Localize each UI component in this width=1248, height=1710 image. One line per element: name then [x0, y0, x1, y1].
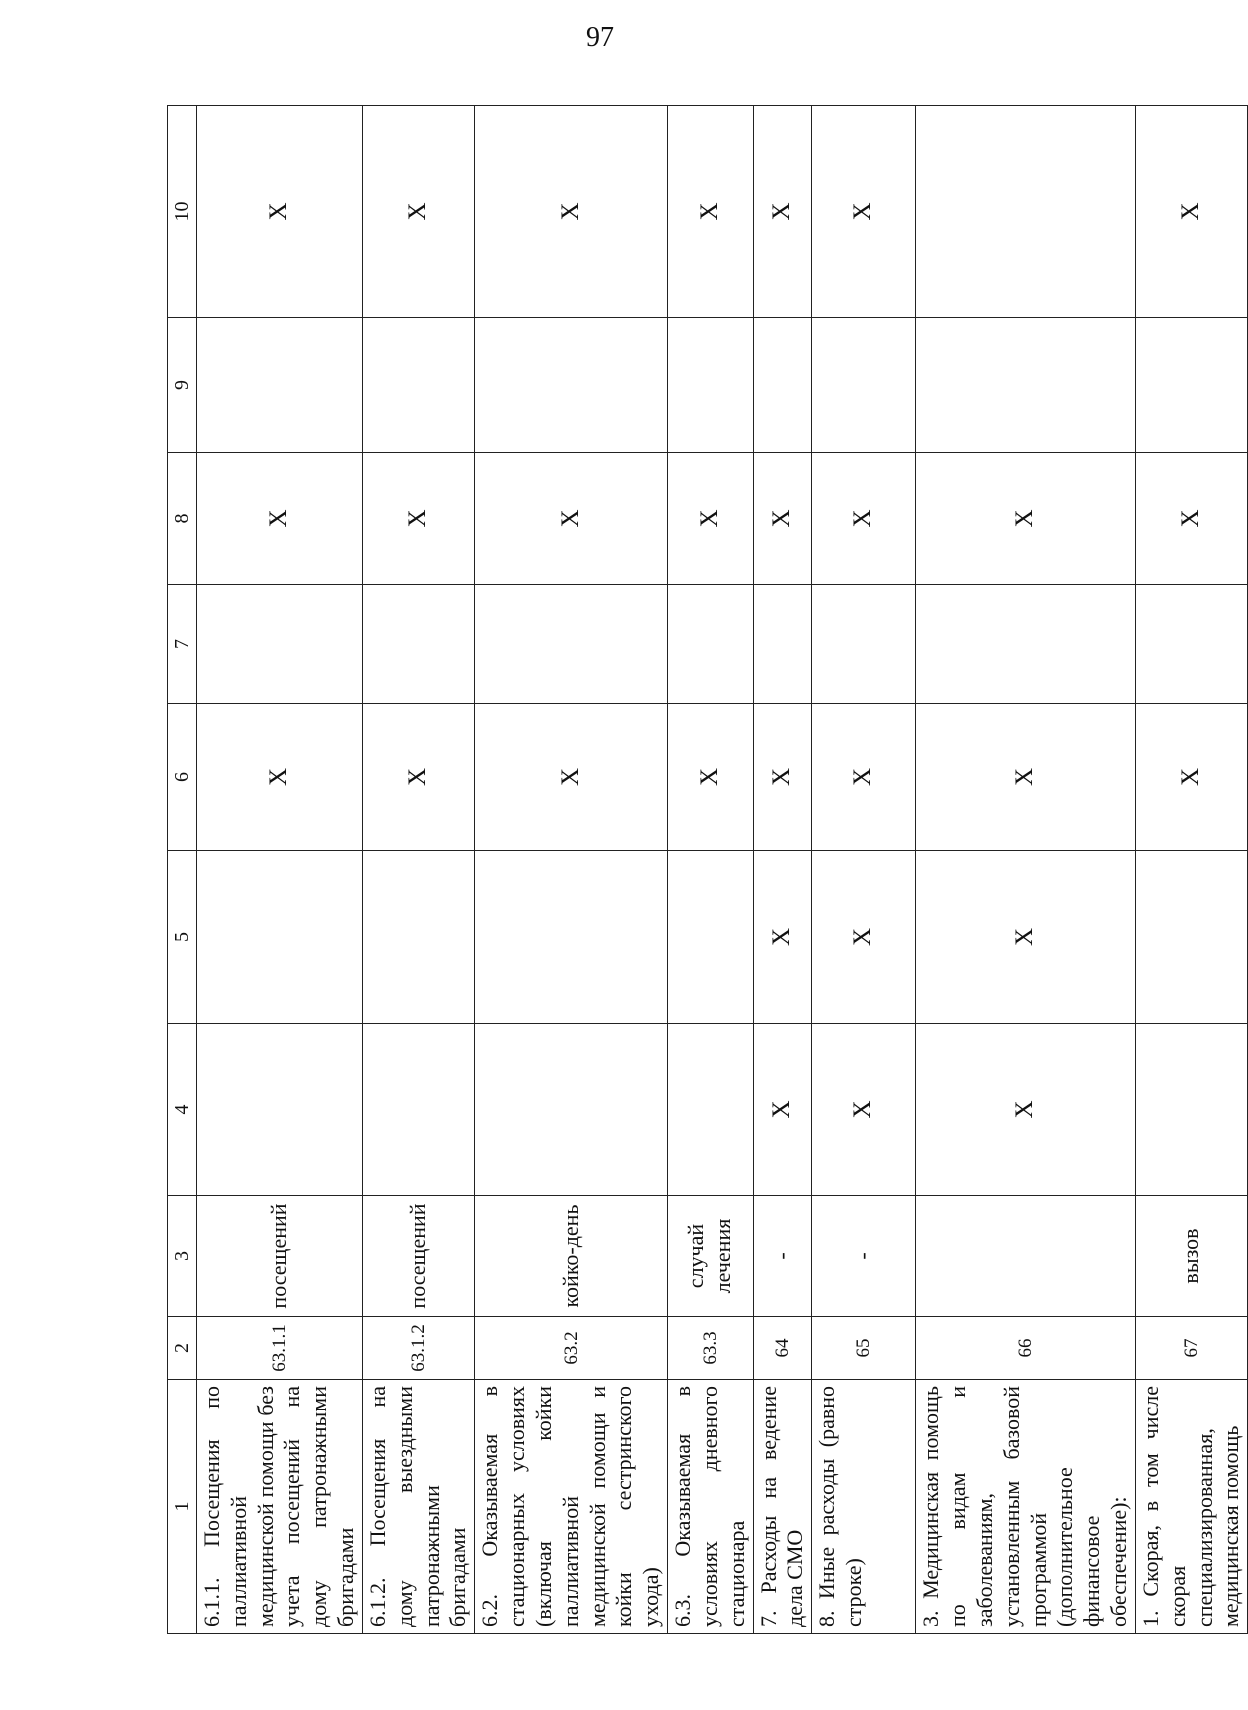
cell-col-10: X — [668, 106, 753, 318]
cell-col-7 — [475, 585, 668, 704]
row-unit-cell: посещений — [197, 1196, 363, 1317]
table-row — [362, 106, 474, 1634]
cell-col-10: X — [475, 106, 668, 318]
column-header: 3 — [168, 1196, 197, 1317]
cell-col-6: X — [475, 704, 668, 851]
cell-col-9 — [362, 318, 474, 453]
cell-col-6: X — [916, 704, 1136, 851]
cell-col-7 — [916, 585, 1136, 704]
row-name-cell: 7. Расходы на ведение дела СМО — [753, 1380, 812, 1634]
row-code-cell: 64 — [753, 1317, 812, 1380]
column-header: 1 — [168, 1380, 197, 1634]
row-name-cell: 3. Медицинская помощь по видам и заболеваниям, установленным базовой программой (дополнительное финансовое обеспечение): — [916, 1380, 1136, 1634]
row-unit-cell: посещений — [362, 1196, 474, 1317]
cell-col-7 — [753, 585, 812, 704]
cell-col-4 — [475, 1024, 668, 1196]
cell-col-10: X — [1135, 106, 1247, 318]
row-code-cell: 66 — [916, 1317, 1136, 1380]
table-row — [197, 106, 363, 1634]
cell-col-8: X — [475, 453, 668, 585]
cell-col-7 — [362, 585, 474, 704]
cell-col-4 — [197, 1024, 363, 1196]
cell-col-5 — [668, 851, 753, 1024]
cell-col-9 — [668, 318, 753, 453]
cell-col-5 — [475, 851, 668, 1024]
column-header: 5 — [168, 851, 197, 1024]
cell-col-10: X — [753, 106, 812, 318]
cell-col-6: X — [362, 704, 474, 851]
cell-col-5 — [197, 851, 363, 1024]
row-unit-cell: - — [812, 1196, 916, 1317]
table-row — [753, 106, 812, 1634]
table-body — [197, 106, 1248, 1634]
row-unit-cell: койко-день — [475, 1196, 668, 1317]
row-name-cell: 6.1.2. Посещения на дому выездными патронажными бригадами — [362, 1380, 474, 1634]
cell-col-8: X — [753, 453, 812, 585]
cell-col-5: X — [916, 851, 1136, 1024]
cell-col-4: X — [812, 1024, 916, 1196]
cell-col-7 — [197, 585, 363, 704]
cell-col-8: X — [197, 453, 363, 585]
cell-col-5 — [362, 851, 474, 1024]
row-name-cell: 6.3. Оказываемая в условиях дневного стационара — [668, 1380, 753, 1634]
row-code-cell: 63.3 — [668, 1317, 753, 1380]
cell-col-8: X — [1135, 453, 1247, 585]
row-unit-cell: вызов — [1135, 1196, 1247, 1317]
cell-col-8: X — [668, 453, 753, 585]
column-header: 10 — [168, 106, 197, 318]
cell-col-5 — [1135, 851, 1247, 1024]
column-header: 7 — [168, 585, 197, 704]
cell-col-7 — [1135, 585, 1247, 704]
cell-col-7 — [812, 585, 916, 704]
row-code-cell: 63.1.2 — [362, 1317, 474, 1380]
cell-col-9 — [475, 318, 668, 453]
cell-col-9 — [916, 318, 1136, 453]
financing-table — [167, 105, 1248, 1634]
column-header: 2 — [168, 1317, 197, 1380]
cell-col-6: X — [197, 704, 363, 851]
row-code-cell: 63.2 — [475, 1317, 668, 1380]
row-code-cell: 67 — [1135, 1317, 1247, 1380]
cell-col-4 — [668, 1024, 753, 1196]
rotated-table — [167, 106, 1244, 1634]
cell-col-10 — [916, 106, 1136, 318]
cell-col-8: X — [916, 453, 1136, 585]
page-number: 97 — [586, 22, 614, 53]
cell-col-4: X — [916, 1024, 1136, 1196]
cell-col-7 — [668, 585, 753, 704]
column-number-row — [168, 106, 197, 1634]
cell-col-4 — [1135, 1024, 1247, 1196]
row-code-cell: 65 — [812, 1317, 916, 1380]
cell-col-6: X — [668, 704, 753, 851]
table-row — [668, 106, 753, 1634]
table-row — [812, 106, 916, 1634]
cell-col-6: X — [753, 704, 812, 851]
row-unit-cell — [916, 1196, 1136, 1317]
column-header: 9 — [168, 318, 197, 453]
cell-col-6: X — [1135, 704, 1247, 851]
cell-col-5: X — [753, 851, 812, 1024]
cell-col-9 — [812, 318, 916, 453]
row-name-cell: 8. Иные расходы (равно строке) — [812, 1380, 916, 1634]
row-unit-cell: случай лечения — [668, 1196, 753, 1317]
cell-col-9 — [753, 318, 812, 453]
table-row — [475, 106, 668, 1634]
cell-col-10: X — [197, 106, 363, 318]
column-header: 6 — [168, 704, 197, 851]
cell-col-5: X — [812, 851, 916, 1024]
column-header: 8 — [168, 453, 197, 585]
row-name-cell: 1. Скорая, в том числе скорая специализированная, медицинская помощь — [1135, 1380, 1247, 1634]
column-header: 4 — [168, 1024, 197, 1196]
table-row — [916, 106, 1136, 1634]
cell-col-10: X — [362, 106, 474, 318]
row-name-cell: 6.2. Оказываемая в стационарных условиях (включая койки паллиативной медицинской помощи и койки сестринского ухода) — [475, 1380, 668, 1634]
cell-col-4: X — [753, 1024, 812, 1196]
cell-col-6: X — [812, 704, 916, 851]
cell-col-9 — [1135, 318, 1247, 453]
cell-col-9 — [197, 318, 363, 453]
row-name-cell: 6.1.1. Посещения по паллиативной медицинской помощи без учета посещений на дому патронажными бригадами — [197, 1380, 363, 1634]
cell-col-8: X — [362, 453, 474, 585]
cell-col-4 — [362, 1024, 474, 1196]
row-unit-cell: - — [753, 1196, 812, 1317]
table-row — [1135, 106, 1247, 1634]
cell-col-10: X — [812, 106, 916, 318]
row-code-cell: 63.1.1 — [197, 1317, 363, 1380]
cell-col-8: X — [812, 453, 916, 585]
